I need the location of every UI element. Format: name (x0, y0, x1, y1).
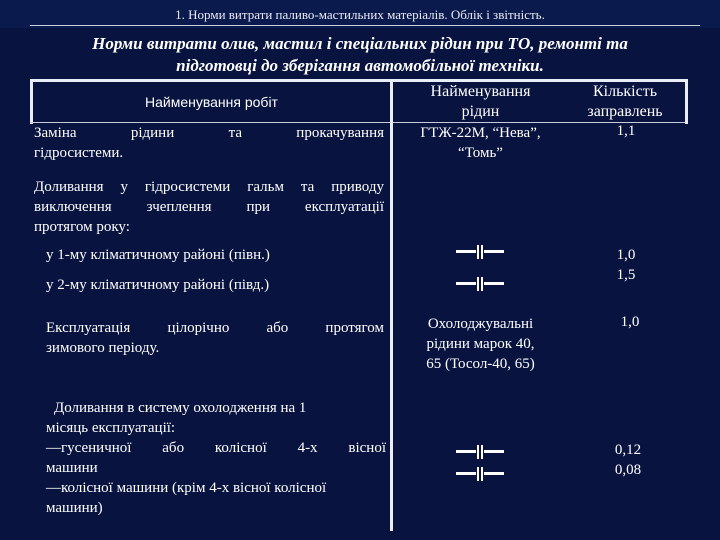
column-header-quantity (565, 82, 685, 122)
row3-quantity: 1,0 (620, 314, 640, 330)
slide-title (28, 33, 692, 77)
row1-work-line1: Заміна рідини та прокачування (34, 125, 384, 141)
row1-quantity: 1,1 (616, 123, 636, 139)
row3-fluid-line1: Охолоджувальні (427, 316, 534, 332)
column-header-quantity-line2: заправлень (587, 103, 663, 120)
column-header-quantity-line1: Кількість (592, 83, 657, 100)
column-header-fluid (393, 82, 568, 122)
row2-work (34, 177, 384, 237)
row4-work-line5: —колісної машини (крім 4-х вісної колісної (46, 480, 327, 496)
column-header-fluid-line1: Найменування (430, 83, 531, 100)
row3-fluid-line3: 65 (Тосол-40, 65) (426, 356, 535, 372)
table-border-right (685, 79, 688, 124)
row1-fluid (393, 123, 568, 163)
column-header-work: Найменування робіт (145, 94, 278, 110)
ditto-mark-icon (456, 445, 504, 459)
row4-quantity-2: 0,08 (614, 462, 642, 478)
ditto-mark-icon (456, 467, 504, 481)
ditto-mark-icon (456, 277, 504, 291)
row1-work-line2: гідросистеми. (34, 145, 124, 161)
row2-sub2: у 2-му кліматичному районі (півд.) (46, 277, 270, 293)
row1-work (34, 123, 384, 163)
row4-work-line6: машини) (46, 500, 103, 516)
row3-work (46, 318, 384, 358)
row2-work-line3: протягом року: (34, 219, 130, 235)
header-bar (0, 0, 720, 28)
ditto-mark-icon (456, 245, 504, 259)
row4-work-line1: Доливання в систему охолодження на 1 (54, 400, 307, 416)
slide-title-line1: Норми витрати олив, мастил і спеціальних рідин при ТО, ремонті та (92, 34, 628, 53)
row2-quantity-1: 1,0 (616, 247, 636, 263)
row4-work-line2: місяць експлуатації: (46, 420, 176, 436)
row3-fluid (393, 314, 568, 374)
row3-work-line1: Експлуатація цілорічно або протягом (46, 320, 384, 336)
row4-work-line3: —гусеничної або колісної 4-х вісної (46, 440, 386, 456)
row2-quantity-2: 1,5 (616, 267, 636, 283)
row4-quantity-1: 0,12 (614, 442, 642, 458)
row4-work-line4: машини (46, 460, 98, 476)
row1-fluid-line1: ГТЖ-22М, “Нева”, (420, 125, 541, 141)
row3-work-line2: зимового періоду. (46, 340, 160, 356)
slide-title-line2: підготовці до зберігання автомобільної техніки. (176, 56, 544, 75)
row1-fluid-line2: “Томь” (458, 145, 503, 161)
row3-fluid-line2: рідини марок 40, (426, 336, 535, 352)
row2-sub1: у 1-му кліматичному районі (півн.) (46, 247, 270, 263)
row2-work-line2: виключення зчеплення при експлуатації (34, 199, 384, 215)
column-header-fluid-line2: рідин (461, 103, 500, 120)
row2-work-line1: Доливання у гідросистеми гальм та приводу (34, 179, 384, 195)
header-title: 1. Норми витрати паливо-мастильних матеріалів. Облік і звітність. (175, 7, 545, 22)
header-divider (30, 25, 700, 26)
row4-work (46, 398, 386, 518)
